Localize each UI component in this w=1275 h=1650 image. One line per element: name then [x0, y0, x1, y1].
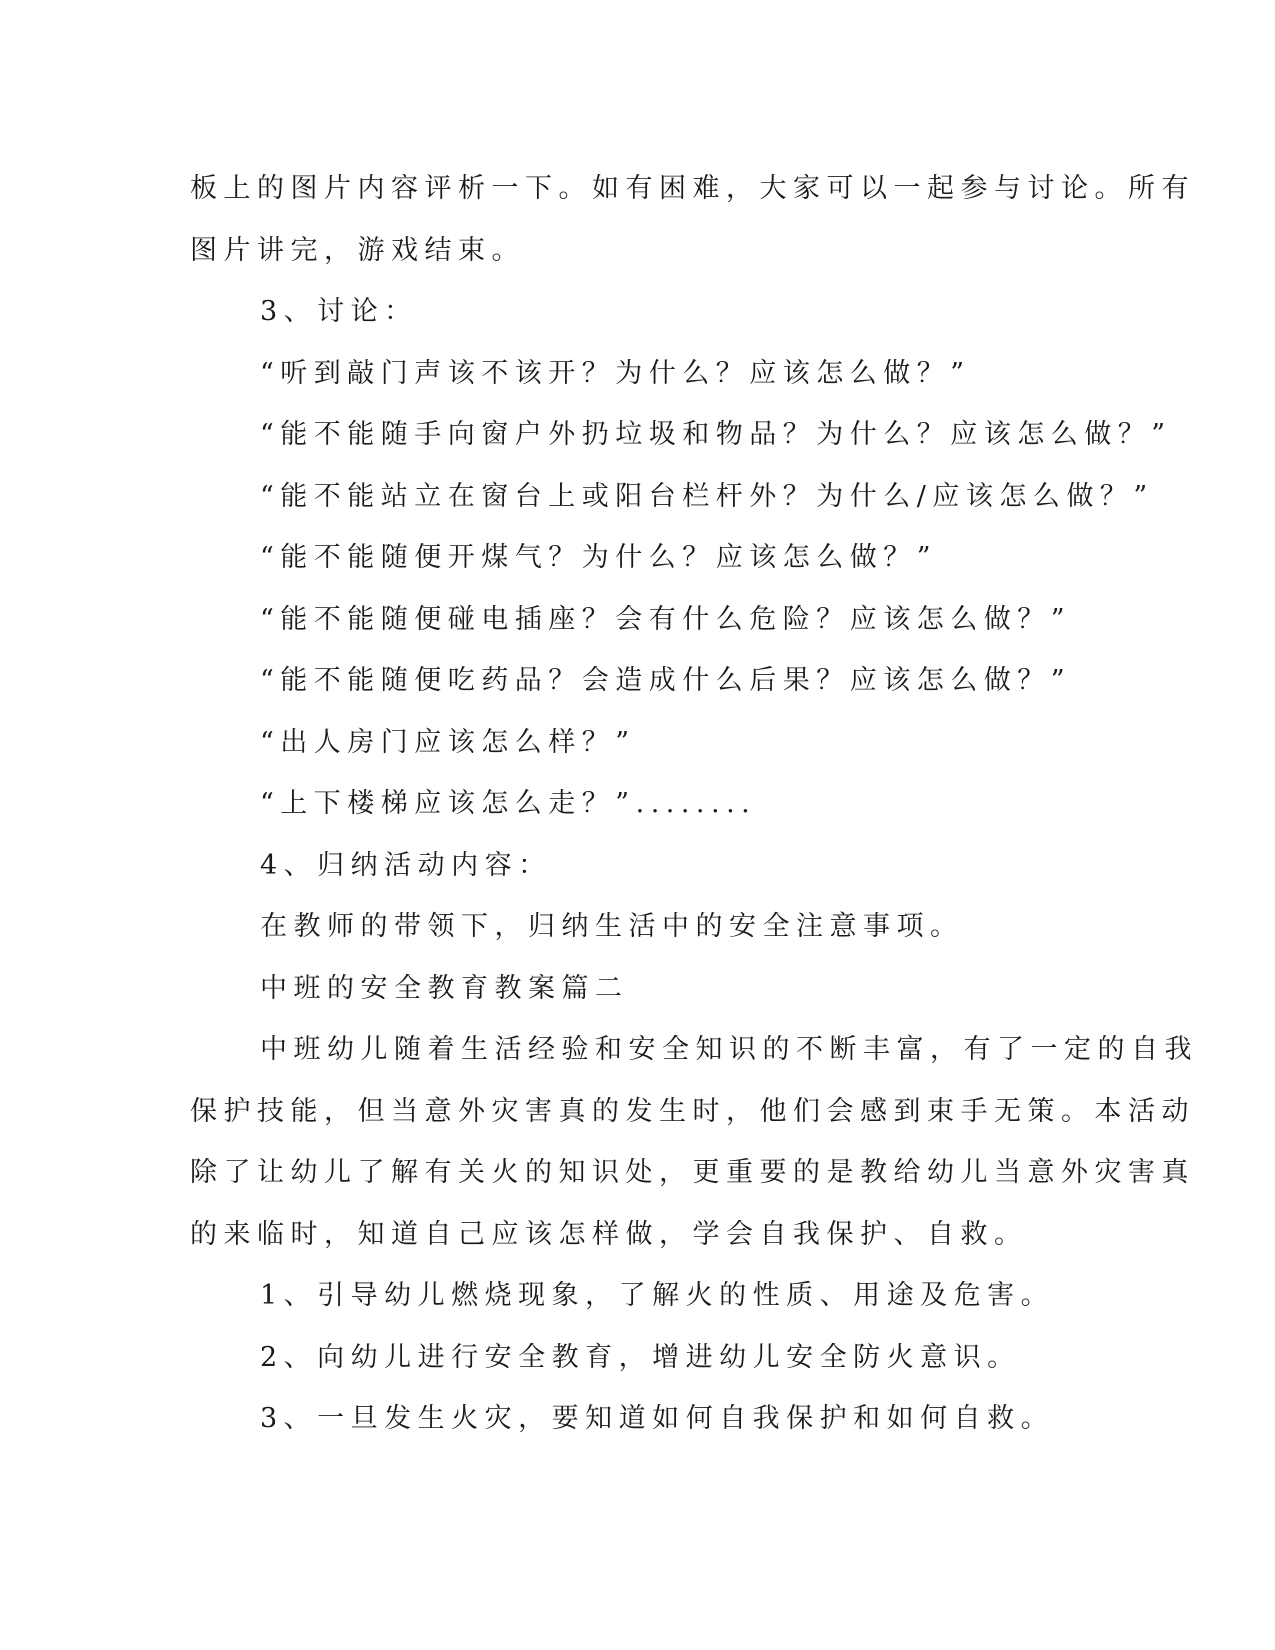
discussion-question: “出人房门应该怎么样？” [260, 726, 636, 758]
section-heading-summary: 4、归纳活动内容： [260, 849, 552, 881]
paragraph-line: 图片讲完，游戏结束。 [190, 234, 525, 266]
discussion-question: “听到敲门声该不该开？为什么？应该怎么做？” [260, 357, 971, 389]
discussion-question: “上下楼梯应该怎么走？”........ [260, 788, 757, 819]
paragraph-line: 的来临时，知道自己应该怎样做，学会自我保护、自救。 [190, 1218, 1028, 1250]
paragraph-line: 在教师的带领下，归纳生活中的安全注意事项。 [260, 911, 964, 942]
document-body [190, 158, 1198, 1450]
article-title: 中班的安全教育教案篇二 [260, 972, 629, 1004]
paragraph-line: 保护技能，但当意外灾害真的发生时，他们会感到束手无策。本活动 [190, 1095, 1195, 1127]
discussion-question: “能不能站立在窗台上或阳台栏杆外？为什么/应该怎么做？” [260, 480, 1154, 512]
discussion-question: “能不能随手向窗户外扔垃圾和物品？为什么？应该怎么做？” [260, 419, 1172, 450]
goal-item: 1、引导幼儿燃烧现象，了解火的性质、用途及危害。 [260, 1280, 1055, 1311]
goal-item: 3、一旦发生火灾，要知道如何自我保护和如何自救。 [260, 1403, 1055, 1434]
discussion-question: “能不能随便碰电插座？会有什么危险？应该怎么做？” [260, 603, 1072, 635]
section-heading-discussion: 3、讨论： [260, 296, 418, 327]
paragraph-line: 除了让幼儿了解有关火的知识处，更重要的是教给幼儿当意外灾害真 [190, 1157, 1195, 1188]
paragraph-line: 板上的图片内容评析一下。如有困难，大家可以一起参与讨论。所有 [190, 173, 1195, 204]
discussion-question: “能不能随便开煤气？为什么？应该怎么做？” [260, 542, 938, 573]
discussion-question: “能不能随便吃药品？会造成什么后果？应该怎么做？” [260, 665, 1072, 696]
paragraph-line: 中班幼儿随着生活经验和安全知识的不断丰富，有了一定的自我 [260, 1034, 1198, 1065]
goal-item: 2、向幼儿进行安全教育，增进幼儿安全防火意识。 [260, 1341, 1021, 1373]
